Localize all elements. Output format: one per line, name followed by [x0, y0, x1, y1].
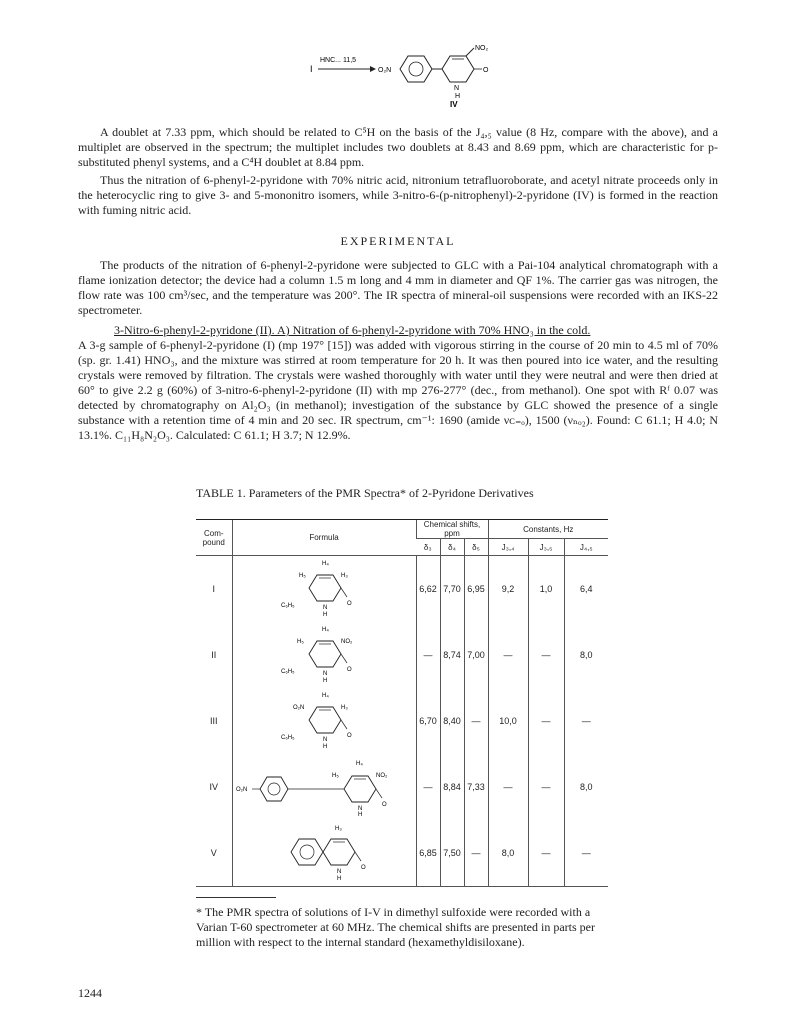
compound-id: IV — [209, 782, 218, 792]
table-row: V H₃ N H O 6,85 7,50 — 8,0 — — — [196, 820, 608, 887]
svg-text:H: H — [337, 876, 342, 882]
header-j34: J₃,₄ — [488, 539, 528, 556]
compound-id: V — [196, 820, 232, 887]
svg-text:N: N — [323, 737, 328, 743]
svg-text:H: H — [323, 678, 328, 684]
svg-text:C₆H₅: C₆H₅ — [281, 669, 295, 675]
table-caption: TABLE 1. Parameters of the PMR Spectra* of 2-Pyridone Derivatives — [196, 486, 534, 500]
svg-text:H₅: H₅ — [299, 573, 306, 579]
header-d4: δ₄ — [440, 539, 464, 556]
table-row: I H₄ H₅ H₃ C₆H₅ N H O 6,62 7,70 6,95 9,2 1,0 6,4 — [196, 556, 608, 623]
header-d3: δ₃ — [416, 539, 440, 556]
header-j35: J₃,₅ — [528, 539, 564, 556]
svg-text:H₄: H₄ — [322, 693, 329, 699]
header-shifts: Chemical shifts, ppm — [416, 520, 488, 539]
structure-v — [269, 821, 379, 883]
svg-text:O: O — [361, 865, 366, 871]
svg-text:H₄: H₄ — [322, 561, 329, 567]
structure-iii — [269, 689, 379, 751]
svg-text:N: N — [323, 605, 328, 611]
svg-text:NO₂: NO₂ — [376, 773, 388, 779]
compound-id: III — [209, 716, 218, 726]
procedure-block — [78, 323, 718, 443]
scheme-compound-label: IV — [450, 100, 458, 109]
svg-text:O: O — [347, 733, 352, 739]
header-formula: Formula — [232, 520, 416, 556]
svg-text:H₃: H₃ — [341, 573, 348, 579]
footnote-rule — [196, 897, 276, 898]
formula-cell — [232, 622, 416, 688]
pmr-table — [196, 519, 608, 887]
header-compound: Com-pound — [196, 520, 232, 556]
table-footnote: * The PMR spectra of solutions of I-V in dimethyl sulfoxide were recorded with a Varian T-60 spectrometer at 60 MHz. The chemical shifts are presented in parts per million with respect to the internal standard (hexamethyldisiloxane). — [196, 905, 595, 949]
structure-i — [269, 557, 379, 619]
header-constants: Constants, Hz — [488, 520, 608, 539]
formula-cell — [232, 754, 416, 820]
svg-text:H: H — [323, 612, 328, 618]
paragraph-glc-methods: The products of the nitration of 6-phenyl-2-pyridone were subjected to GLC with a Pai-104 analytical chromatograph with a flame ionization detector; the device had a column 1.5 m long and 4 mm in diameter and QF 1%. The carrier gas was nitrogen, the flow rate was 100 cm³/sec, and the temperature was 200°. The IR spectra of mineral-oil suspensions were recorded with an IKS-22 spectrometer. — [78, 258, 718, 317]
scheme-o2n-label: O₂N — [378, 67, 392, 74]
svg-text:H₄: H₄ — [322, 627, 329, 633]
paragraph-conclusion: Thus the nitration of 6-phenyl-2-pyridone with 70% nitric acid, nitronium tetrafluoroborate, and acetyl nitrate proceeds only in the heterocyclic ring to give 3- and 5-mononitro isomers, while 3-nitro-6-(p-nitrophenyl)-2-pyridone (IV) is formed in the reaction with fuming nitric acid. — [78, 173, 718, 217]
scheme-reagent: HNC... 11,5 — [320, 57, 357, 64]
formula-cell — [232, 556, 416, 623]
header-d5: δ₅ — [464, 539, 488, 556]
scheme-nh-label: N — [454, 85, 460, 92]
svg-text:H₃: H₃ — [341, 705, 348, 711]
table-row: IV O₂N H₄ H₅ NO₂ N H O — 8,84 7,33 — — 8,0 — [196, 754, 608, 820]
svg-text:NO₂: NO₂ — [341, 639, 353, 645]
procedure-body: A 3-g sample of 6-phenyl-2-pyridone (I) (mp 197° [15]) was added with vigorous stirring in the course of 20 min to 4.5 ml of 70% (sp. gr. 1.41) HNO₃, and the mixture was stirred at room temperature for 20 h. It was then poured into ice water, and the resulting crystals were removed by filtration. The crystals were washed thoroughly with water until they were neutral and were then dried at 60° to give 2.2 g (60%) of 3-nitro-6-phenyl-2-pyridone (II) with mp 276-277° (dec., from methanol). One spot with Rᶠ 0.07 was detected by chromatography on Al₂O₃ (in methanol); investigation of the substance by GLC showed the presence of a single substance with a retention time of 4 min and 20 sec. IR spectrum, cm⁻¹: 1690 (amide νᴄ₌ₒ), 1500 (νₙₒ₂). Found: C 61.1; H 4.0; N 13.1%. C₁₁H₈N₂O₃. Calculated: C 61.1; H 3.7; N 12.9%. — [78, 338, 718, 442]
svg-text:H₄: H₄ — [356, 761, 363, 767]
scheme-no2-label: NO₂ — [475, 45, 489, 52]
page-number: 1244 — [78, 986, 102, 1000]
svg-text:N: N — [337, 869, 342, 875]
formula-cell — [232, 820, 416, 887]
svg-text:O₂N: O₂N — [293, 705, 305, 711]
svg-text:O: O — [347, 601, 352, 607]
svg-text:H: H — [358, 812, 363, 817]
svg-text:H₅: H₅ — [297, 639, 304, 645]
header-j45: J₄,₅ — [564, 539, 608, 556]
compound-id: I — [212, 584, 215, 594]
svg-text:H₅: H₅ — [332, 773, 339, 779]
svg-text:C₆H₅: C₆H₅ — [281, 735, 295, 741]
svg-text:N: N — [358, 806, 363, 812]
procedure-title: 3-Nitro-6-phenyl-2-pyridone (II). A) Nitration of 6-phenyl-2-pyridone with 70% HNO₃ in the cold. — [114, 323, 591, 337]
scheme-o-label: O — [483, 67, 489, 74]
svg-text:O: O — [382, 802, 387, 808]
scheme-start-label: I — [310, 64, 313, 74]
svg-text:O: O — [347, 667, 352, 673]
structure-iv — [234, 755, 414, 817]
formula-cell — [232, 688, 416, 754]
experimental-heading: EXPERIMENTAL — [340, 234, 456, 248]
svg-text:N: N — [323, 671, 328, 677]
reaction-scheme-iv — [250, 30, 550, 110]
table-row: II H₄ H₅ NO₂ C₆H₅ N H O — 8,74 7,00 — — 8,0 — [196, 622, 608, 688]
table-row: III H₄ O₂N H₃ C₆H₅ N H O 6,70 8,40 — 10,0 — — — [196, 688, 608, 754]
svg-text:H: H — [323, 744, 328, 750]
scheme-h-label: H — [455, 93, 461, 100]
structure-ii — [269, 623, 379, 685]
svg-text:C₆H₅: C₆H₅ — [281, 603, 295, 609]
compound-id: II — [211, 650, 217, 660]
paragraph-doublet: A doublet at 7.33 ppm, which should be related to C⁵H on the basis of the J₄,₅ value (8 Hz, compare with the above), and a multiplet are observed in the spectrum; the multiplet includes two doublets at 8.43 and 8.69 ppm, which are characteristic for p-substituted phenyl systems, and a C⁴H doublet at 8.84 ppm. — [78, 125, 718, 169]
svg-text:H₃: H₃ — [335, 826, 342, 832]
svg-text:O₂N: O₂N — [236, 787, 248, 793]
